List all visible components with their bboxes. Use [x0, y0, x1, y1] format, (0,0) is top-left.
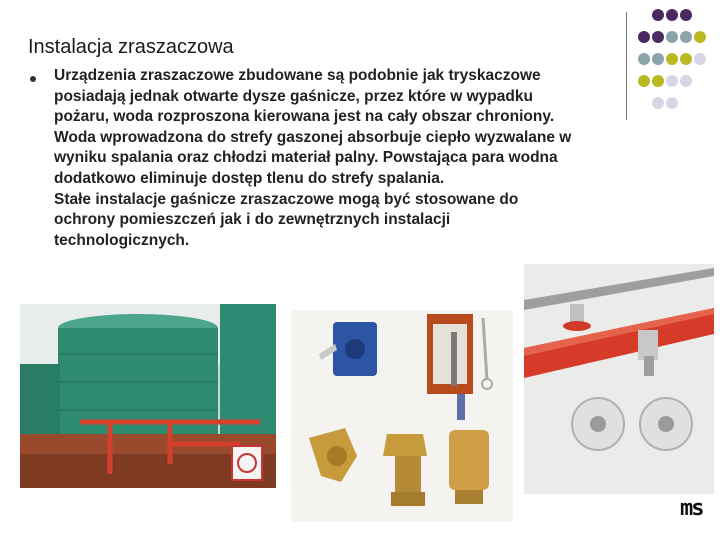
decorative-dot [652, 31, 664, 43]
decorative-dot [694, 31, 706, 43]
decorative-dot [680, 53, 692, 65]
bullet-icon [30, 76, 36, 82]
decorative-dot [666, 97, 678, 109]
red-pipe-sprinklers-photo [524, 264, 714, 494]
decorative-dot [652, 9, 664, 21]
decorative-dot [694, 53, 706, 65]
decorative-dot [652, 53, 664, 65]
decorative-dot [680, 75, 692, 87]
bullet-paragraph: Urządzenia zraszaczowe zbudowane są podobnie jak tryskaczowe posiadają jednak otwarte dysze gaśnicze, przez które w wypadku pożaru, woda rozproszona kierowana jest na cały obszar chroniony. Woda wprowadzona do strefy gaszonej absorbuje ciepło wyzwalane w wyniku spalania oraz chłodzi materiał palny. Powstająca para wodna dodatkowo eliminuje dostęp tlenu do strefy spalania. Stałe instalacje gaśnicze zraszaczowe mogą być stosowane do ochrony pomieszczeń jak i do zewnętrznych instalacji technologicznych. [54, 67, 572, 249]
decorative-dot [666, 53, 678, 65]
decorative-dot [680, 31, 692, 43]
slide-title: Instalacja zraszaczowa [28, 36, 234, 58]
decorative-dot [638, 53, 650, 65]
storage-tanks-photo [20, 304, 276, 488]
decorative-dot [666, 9, 678, 21]
ms-logo: ms [680, 496, 703, 521]
decorative-dot [666, 31, 678, 43]
nozzles-and-valves-photo [291, 310, 513, 522]
decorative-dot [666, 75, 678, 87]
decorative-dot [680, 9, 692, 21]
decorative-dot [638, 31, 650, 43]
